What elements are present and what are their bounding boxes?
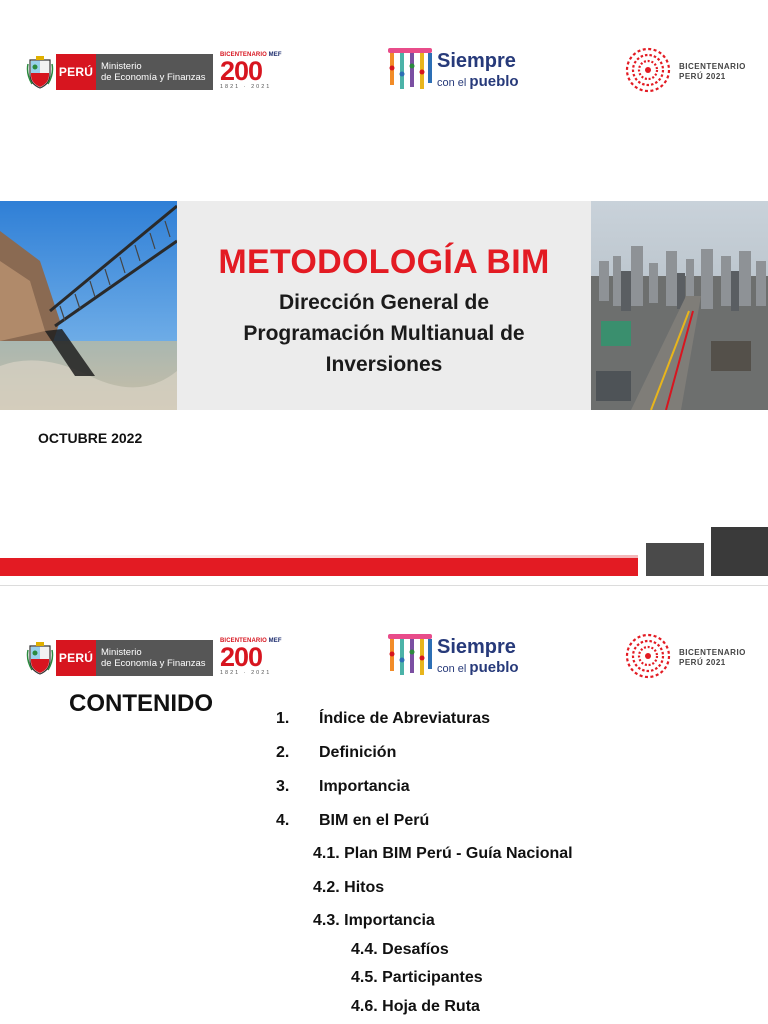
subtitle: [177, 287, 591, 380]
toc-item-label: Importancia: [319, 778, 410, 795]
bicentenario-mef-logo: [220, 52, 286, 94]
title-block: [177, 201, 591, 410]
ministry-name: [96, 54, 213, 90]
siempre-title: Siempre: [437, 50, 516, 72]
ministry-line-1: Ministerio: [101, 61, 142, 72]
main-title: METODOLOGÍA BIM: [218, 243, 550, 281]
siempre-subtitle: con el pueblo: [437, 659, 519, 676]
toc-item-number: 2.: [276, 744, 290, 761]
subtitle-line-2: Programación Multianual de: [243, 322, 525, 345]
toc-subitem: 4.5. Participantes: [351, 969, 483, 986]
mef-logo-caption: BICENTENARIO MEF: [220, 638, 282, 644]
coat-of-arms-icon: [26, 56, 54, 90]
toc-subitem: 4.6. Hoja de Ruta: [351, 998, 480, 1015]
toc-item-number: 4.: [276, 812, 290, 829]
toc-subitem: 4.3. Importancia: [313, 912, 435, 929]
peru-mef-logo: [56, 54, 213, 90]
sun-burst-icon: [624, 46, 672, 94]
contents-slide: [0, 586, 768, 1024]
bicentenario-line-1: BICENTENARIO: [679, 648, 746, 657]
mef-logo-years: 1821 · 2021: [220, 670, 272, 676]
siempre-subtitle: con el pueblo: [437, 73, 519, 90]
toc-item-number: 3.: [276, 778, 290, 795]
mef-logo-number: 200: [220, 56, 263, 86]
bicentenario-peru-logo: [624, 46, 764, 94]
toc-item-label: Índice de Abreviaturas: [319, 710, 491, 727]
bicentenario-line-1: BICENTENARIO: [679, 62, 746, 71]
siempre-title: Siempre: [437, 636, 516, 658]
city-photo: [591, 201, 768, 410]
mef-logo-caption: BICENTENARIO MEF: [220, 52, 282, 58]
colorful-figures-icon: [386, 46, 434, 92]
footer-gray-box: [646, 543, 704, 576]
table-of-contents: [0, 586, 768, 1024]
ministry-line-1: Ministerio: [101, 647, 142, 658]
ministry-line-2: de Economía y Finanzas: [101, 72, 206, 83]
footer-red-bar: [0, 558, 638, 576]
mef-logo-number: 200: [220, 642, 263, 672]
mef-logo-years: 1821 · 2021: [220, 84, 272, 90]
contents-heading: CONTENIDO: [69, 690, 213, 717]
title-banner: [0, 201, 768, 410]
presentation-date: OCTUBRE 2022: [38, 430, 143, 446]
peru-label: PERÚ: [56, 640, 96, 676]
siempre-con-el-pueblo-logo: [386, 46, 526, 92]
peru-label: PERÚ: [56, 54, 96, 90]
bicentenario-line-2: PERÚ 2021: [679, 658, 726, 667]
bridge-photo: [0, 201, 177, 410]
toc-item-number: 1.: [276, 710, 290, 727]
toc-subitem: 4.2. Hitos: [313, 879, 385, 896]
toc-item-label: Definición: [319, 744, 397, 761]
bicentenario-line-2: PERÚ 2021: [679, 72, 726, 81]
logo-header: [0, 0, 768, 100]
footer-dark-box: [711, 527, 768, 576]
toc-subitem: 4.4. Desafíos: [351, 941, 449, 958]
subtitle-line-3: Inversiones: [325, 353, 443, 376]
ministry-line-2: de Economía y Finanzas: [101, 658, 206, 669]
toc-subitem: 4.1. Plan BIM Perú - Guía Nacional: [313, 845, 573, 862]
toc-item-label: BIM en el Perú: [319, 812, 430, 829]
subtitle-line-1: Dirección General de: [278, 291, 490, 314]
